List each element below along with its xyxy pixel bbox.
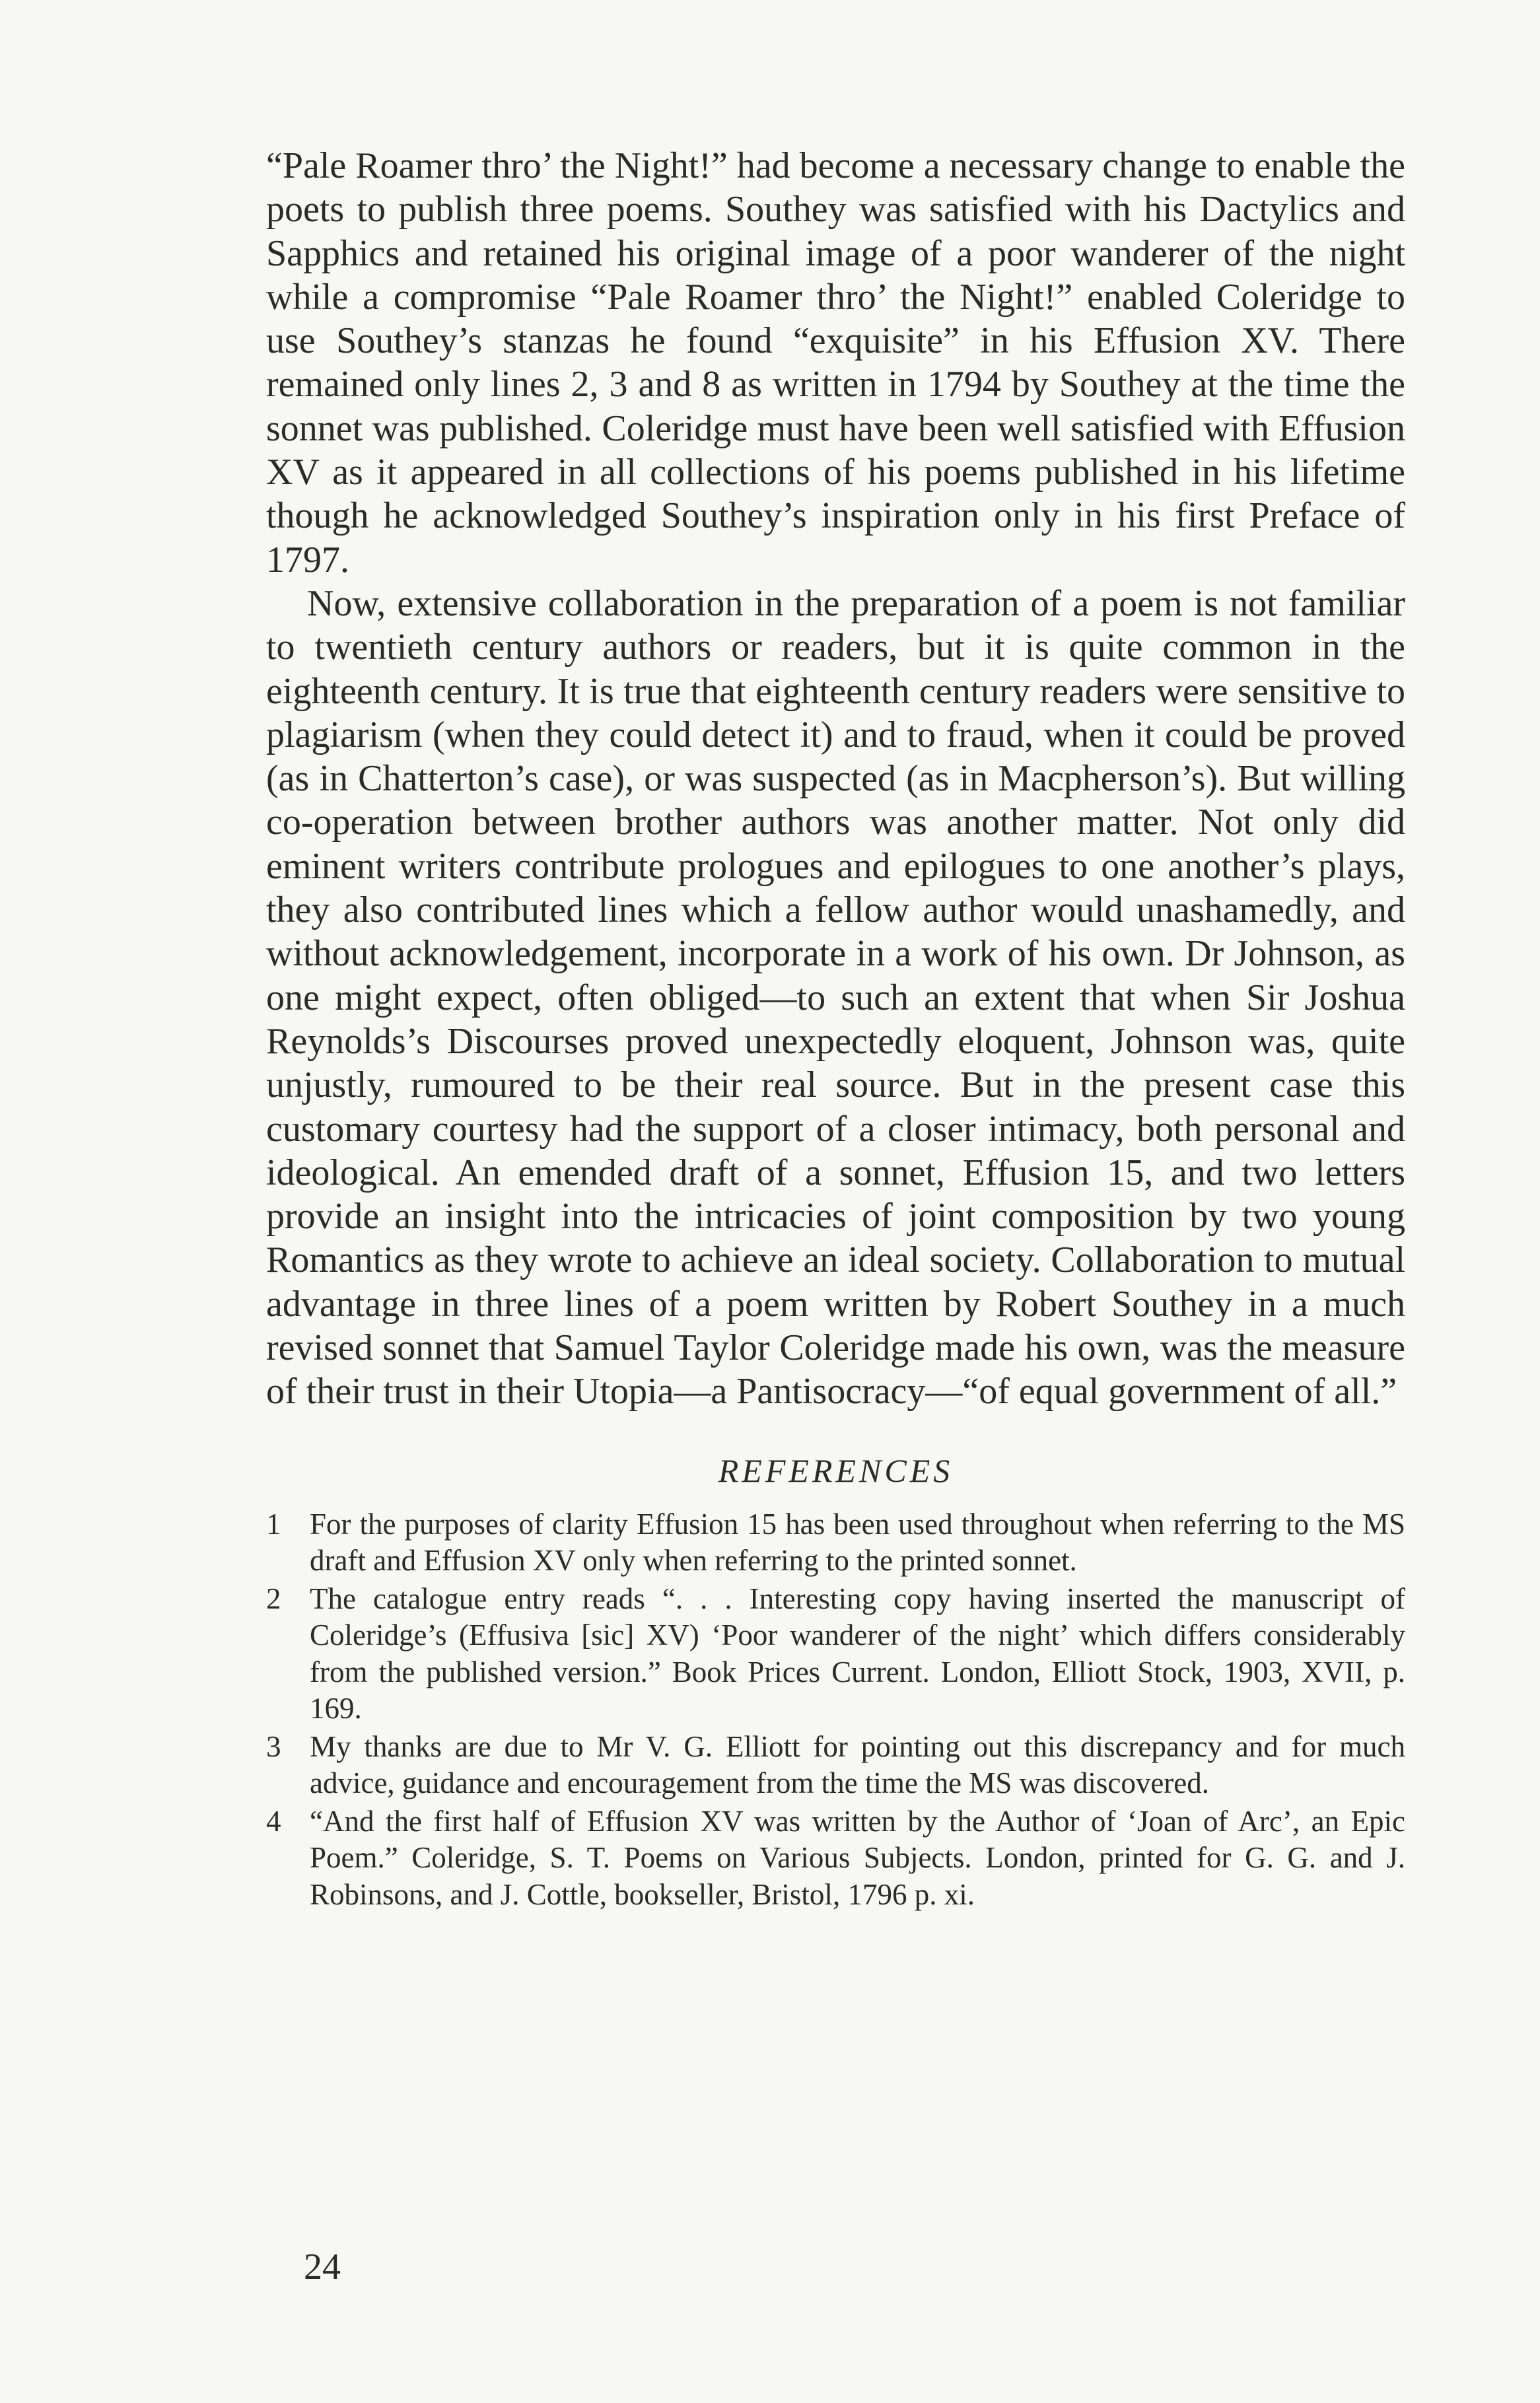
- reference-number: 3: [266, 1729, 281, 1763]
- reference-item: [266, 1581, 1405, 1727]
- reference-number: 1: [266, 1507, 281, 1541]
- reference-text: My thanks are due to Mr V. G. Elliott for pointing out this discrepancy and for much advice, guidance and encouragement from the time the MS was discovered.: [310, 1729, 1405, 1800]
- reference-item: [266, 1803, 1405, 1914]
- body-text: [266, 144, 1405, 1414]
- reference-number: 4: [266, 1804, 281, 1838]
- body-paragraph-1: “Pale Roamer thro’ the Night!” had become a necessary change to enable the poets to publish three poems. Southey was satisfied with his Dactylics and Sapphics and retained his original image of a poor wanderer of the night while a compromise “Pale Roamer thro’ the Night!” enabled Coleridge to use Southey’s stanzas he found “exquisite” in his Effusion XV. There remained only lines 2, 3 and 8 as written in 1794 by Southey at the time the sonnet was published. Coleridge must have been well satisfied with Effusion XV as it appeared in all collections of his poems published in his lifetime though he acknowledged Southey’s inspiration only in his first Preface of 1797.: [266, 145, 1405, 580]
- reference-item: [266, 1506, 1405, 1580]
- references-list: [266, 1506, 1405, 1914]
- reference-text: For the purposes of clarity Effusion 15 has been used throughout when referring to the MS draft and Effusion XV only when referring to the printed sonnet.: [310, 1507, 1405, 1578]
- body-paragraph-2: Now, extensive collaboration in the preparation of a poem is not familiar to twentieth century authors or readers, but it is quite common in the eighteenth century. It is true that eighteenth century readers were sensitive to plagiarism (when they could detect it) and to fraud, when it could be proved (as in Chatterton’s case), or was suspected (as in Macpherson’s). But willing co-operation between brother authors was another matter. Not only did eminent writers contribute prologues and epilogues to one another’s plays, they also contributed lines which a fellow author would unashamedly, and without acknowledgement, incorporate in a work of his own. Dr Johnson, as one might expect, often obliged—to such an extent that when Sir Joshua Reynolds’s Discourses proved unexpectedly eloquent, Johnson was, quite unjustly, rumoured to be their real source. But in the present case this customary courtesy had the support of a closer intimacy, both personal and ideological. An emended draft of a sonnet, Effusion 15, and two letters provide an insight into the intricacies of joint composition by two young Romantics as they wrote to achieve an ideal society. Collaboration to mutual advantage in three lines of a poem written by Robert Southey in a much revised sonnet that Samuel Taylor Coleridge made his own, was the measure of their trust in their Utopia—a Pantisocracy—“of equal government of all.”: [266, 582, 1405, 1412]
- page-number: 24: [304, 2246, 341, 2287]
- reference-item: [266, 1729, 1405, 1802]
- page-content: [266, 144, 1405, 1924]
- reference-number: 2: [266, 1582, 281, 1615]
- reference-text: “And the first half of Effusion XV was written by the Author of ‘Joan of Arc’, an Epic Poem.” Coleridge, S. T. Poems on Various Subjects. London, printed for G. G. and J. Robinsons, and J. Cottle, bookseller, Bristol, 1796 p. xi.: [310, 1804, 1405, 1911]
- references-heading: REFERENCES: [718, 1451, 954, 1489]
- reference-text: The catalogue entry reads “. . . Interesting copy having inserted the manuscript of Coleridge’s (Effusiva [sic] XV) ‘Poor wanderer of the night’ which differs considerably from the published version.” Book Prices Current. London, Elliott Stock, 1903, XVII, p. 169.: [310, 1582, 1405, 1725]
